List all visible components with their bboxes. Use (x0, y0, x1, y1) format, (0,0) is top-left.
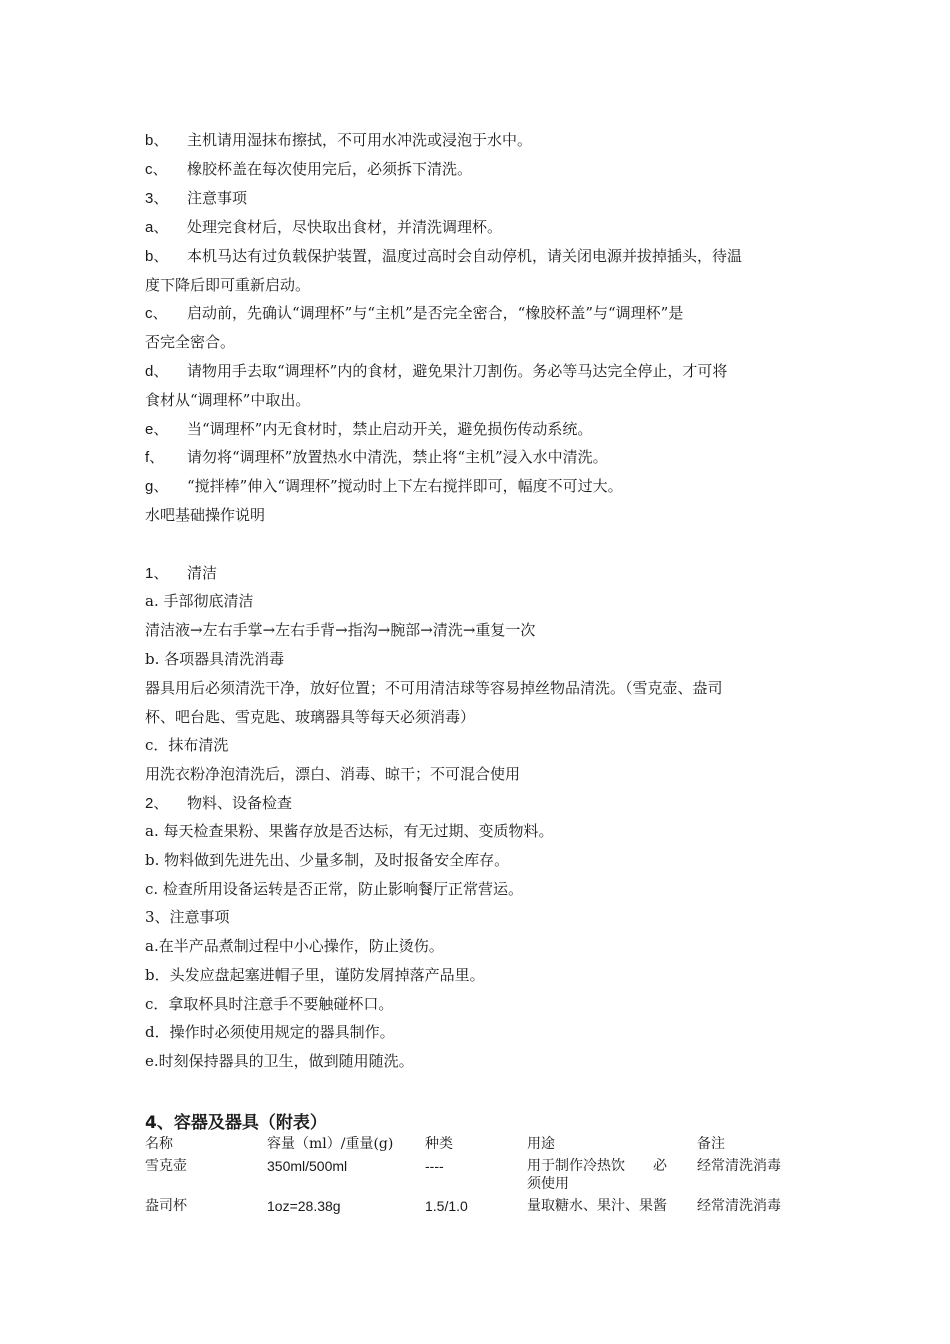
list-marker: d、 (145, 363, 169, 380)
list-item (145, 159, 472, 180)
row2-note: 经常清洗消毒 (697, 1198, 781, 1214)
line-text: e.时刻保持器具的卫生，做到随用随洗。 (145, 1052, 414, 1070)
line-text: a.在半产品煮制过程中小心操作，防止烫伤。 (145, 937, 444, 955)
header-use: 用途 (527, 1136, 555, 1152)
list-marker: c、 (145, 305, 168, 322)
text-line (145, 764, 520, 784)
line-text: 主机请用湿抹布擦拭，不可用水冲洗或浸泡于水中。 (187, 131, 533, 149)
row2-use: 量取糖水、果汁、果酱 (527, 1198, 667, 1214)
line-text: b. 各项器具清洗消毒 (145, 650, 285, 668)
list-marker: 2、 (145, 795, 169, 812)
line-text: 请勿将“调理杯”放置热水中清洗，禁止将“主机”浸入水中清洗。 (187, 448, 608, 466)
text-line (145, 275, 310, 295)
list-item (145, 361, 727, 382)
list-item (145, 476, 623, 497)
line-text: c．抹布清洗 (145, 736, 229, 754)
row1-name: 雪克壶 (145, 1158, 187, 1174)
row2-kind: 1.5/1.0 (425, 1198, 468, 1214)
text-line (145, 591, 253, 611)
line-text: 水吧基础操作说明 (145, 506, 266, 524)
line-text: c．拿取杯具时注意手不要触碰杯口。 (145, 995, 394, 1013)
row1-note: 经常清洗消毒 (697, 1158, 781, 1174)
line-text: 处理完食材后，尽快取出食材，并清洗调理杯。 (187, 218, 503, 236)
list-marker: e、 (145, 421, 169, 438)
list-item (145, 419, 592, 440)
line-text: 当“调理杯”内无食材时，禁止启动开关，避免损伤传动系统。 (187, 420, 593, 438)
line-text: 清洁 (187, 564, 218, 582)
line-text: c. 检查所用设备运转是否正常，防止影响餐厅正常营运。 (145, 880, 523, 898)
list-item (145, 188, 247, 209)
list-item (145, 447, 608, 468)
text-line (145, 965, 485, 985)
line-text: b. 物料做到先进先出、少量多制，及时报备安全库存。 (145, 851, 510, 869)
row1-use-cont: 须使用 (527, 1176, 569, 1192)
list-marker: a、 (145, 219, 169, 236)
header-note: 备注 (697, 1136, 725, 1152)
text-line (145, 332, 235, 352)
list-marker: b、 (145, 132, 169, 149)
line-text: 杯、吧台匙、雪克匙、玻璃器具等每天必须消毒） (145, 708, 476, 726)
text-line (145, 620, 535, 640)
line-text: 否完全密合。 (145, 333, 236, 351)
list-marker: 1、 (145, 565, 169, 582)
list-marker: c、 (145, 161, 168, 178)
list-item (145, 217, 502, 238)
list-item (145, 303, 683, 324)
row2-capacity: 1oz=28.38g (267, 1198, 341, 1214)
list-item (145, 130, 532, 151)
text-line (145, 821, 553, 841)
line-text: d．操作时必须使用规定的器具制作。 (145, 1023, 395, 1041)
line-text: 器具用后必须清洗干净，放好位置；不可用清洁球等容易掉丝物品清洗。（雪克壶、盎司 (145, 679, 723, 697)
list-marker: b、 (145, 248, 169, 265)
header-name: 名称 (145, 1136, 173, 1152)
header-kind: 种类 (425, 1136, 453, 1152)
text-line (145, 649, 284, 669)
text-line (145, 1022, 395, 1042)
text-line (145, 879, 523, 899)
line-text: “搅拌棒”伸入“调理杯”搅动时上下左右搅拌即可，幅度不可过大。 (187, 477, 623, 495)
line-text: 食材从“调理杯”中取出。 (145, 391, 311, 409)
text-line (145, 678, 723, 698)
line-text: 橡胶杯盖在每次使用完后，必须拆下清洗。 (187, 160, 473, 178)
text-line (145, 505, 265, 525)
line-text: b．头发应盘起塞进帽子里，谨防发屑掉落产品里。 (145, 966, 485, 984)
list-item (145, 563, 217, 584)
line-text: 用洗衣粉净泡清洗后，漂白、消毒、晾干；不可混合使用 (145, 765, 521, 783)
line-text: a. 每天检查果粉、果酱存放是否达标，有无过期、变质物料。 (145, 822, 554, 840)
list-item (145, 793, 292, 814)
text-line (145, 907, 230, 927)
row1-capacity: 350ml/500ml (267, 1158, 348, 1174)
text-line (145, 994, 393, 1014)
row1-use: 用于制作冷热饮 必 (527, 1158, 667, 1174)
line-text: a. 手部彻底清洁 (145, 592, 254, 610)
list-item (145, 246, 742, 267)
line-text: 3、注意事项 (145, 908, 230, 926)
line-text: 物料、设备检查 (187, 794, 293, 812)
line-text: 度下降后即可重新启动。 (145, 276, 311, 294)
line-text: 本机马达有过负载保护装置，温度过高时会自动停机，请关闭电源并拔掉插头，待温 (187, 247, 743, 265)
line-text: 启动前，先确认“调理杯”与“主机”是否完全密合，“橡胶杯盖”与“调理杯”是 (187, 304, 684, 322)
line-text: 请物用手去取“调理杯”内的食材，避免果汁刀割伤。务必等马达完全停止，才可将 (187, 362, 728, 380)
list-marker: 3、 (145, 190, 169, 207)
line-text: 注意事项 (187, 189, 248, 207)
list-marker: g、 (145, 478, 169, 495)
text-line (145, 850, 509, 870)
line-text: 清洁液→左右手掌→左右手背→指沟→腕部→清洗→重复一次 (145, 621, 536, 639)
text-line (145, 390, 310, 410)
row2-name: 盎司杯 (145, 1198, 187, 1214)
list-marker: f、 (145, 449, 165, 466)
text-line (145, 936, 444, 956)
text-line (145, 735, 228, 755)
row1-kind: ---- (425, 1158, 444, 1174)
table-heading: 4、容器及器具（附表） (145, 1113, 327, 1133)
text-line (145, 707, 475, 727)
header-capacity: 容量（ml）/重量(g) (267, 1136, 394, 1152)
text-line (145, 1051, 414, 1071)
